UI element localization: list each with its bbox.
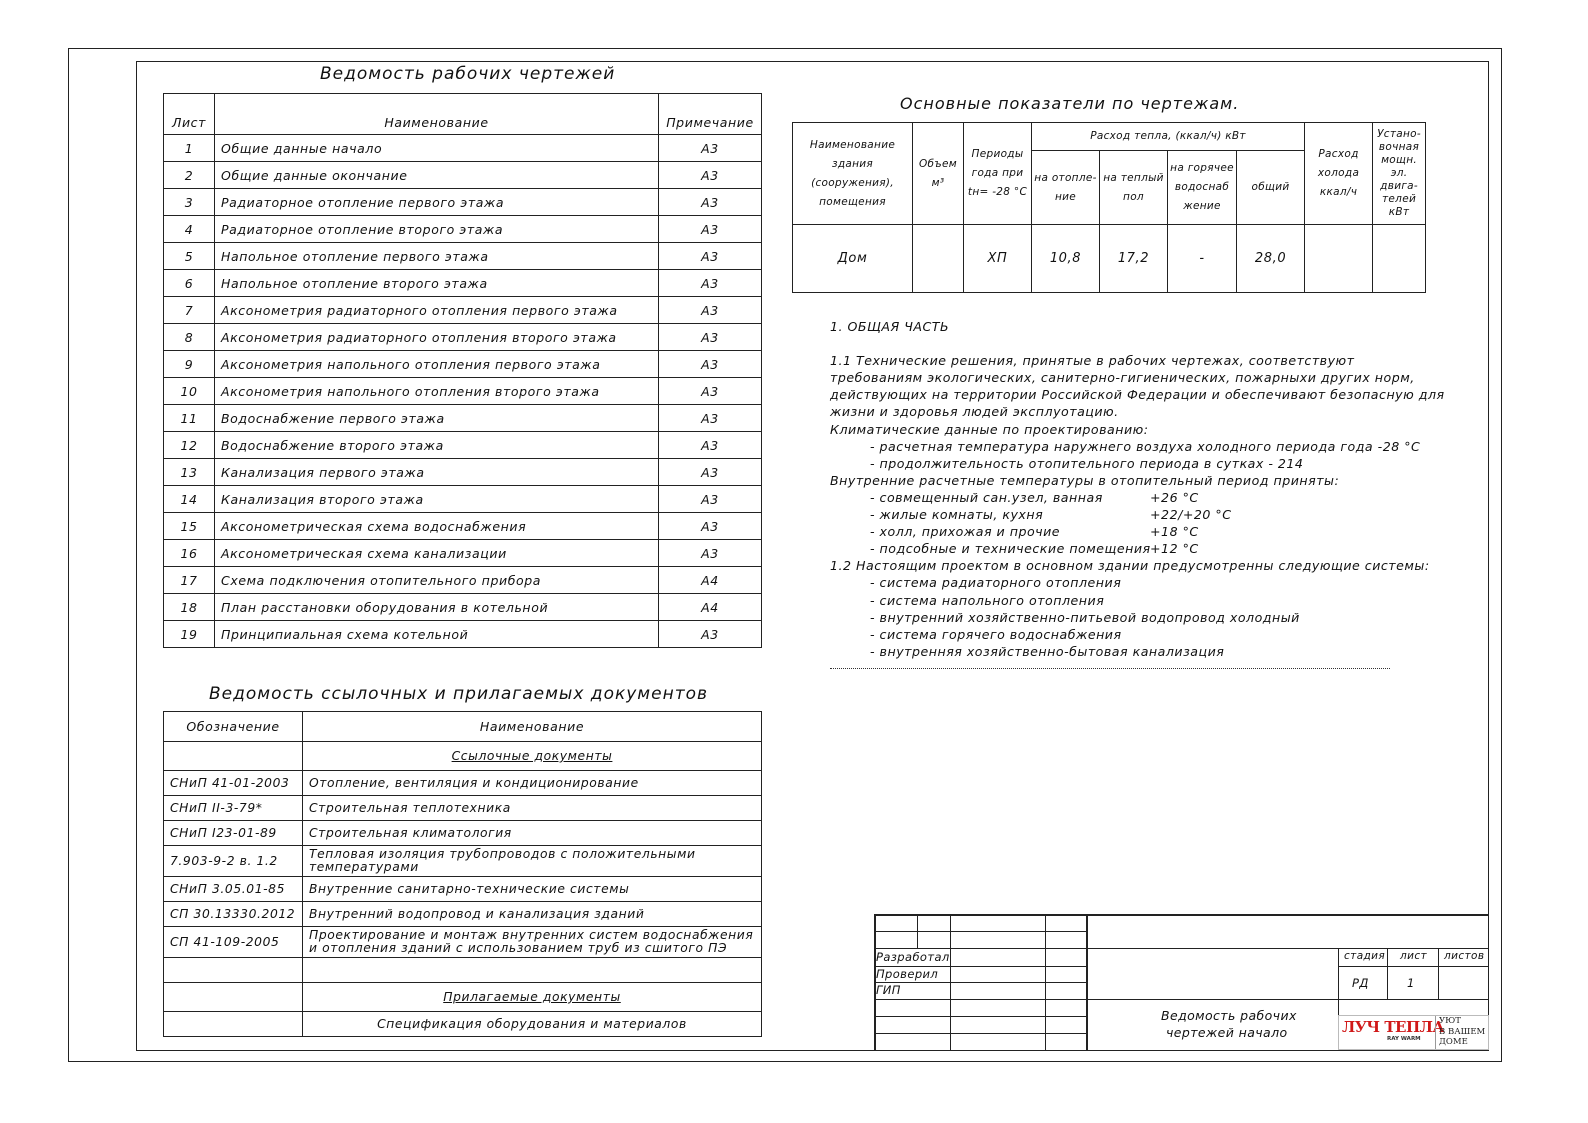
sheet-row xyxy=(164,297,762,324)
ind-header-hw: на горячее водоснаб жение xyxy=(1168,151,1237,225)
logo-slogan: УЮТ В ВАШЕМ ДОМЕ xyxy=(1435,1016,1489,1049)
inner-item: - жилые комнаты, кухня +22/+20 °С xyxy=(870,507,1232,523)
ref-row xyxy=(164,877,762,902)
refs-section-ref: Ссылочные документы xyxy=(303,742,762,771)
sheet-num: 13 xyxy=(164,459,215,486)
sheet-format: А3 xyxy=(659,297,762,324)
stamp-sheet-label: лист xyxy=(1400,950,1428,962)
ind-floor: 17,2 xyxy=(1100,225,1168,293)
ind-header-heat: Расход тепла, (ккал/ч) кВт xyxy=(1032,123,1305,151)
sheet-name: Схема подключения отопительного прибора xyxy=(215,567,659,594)
stamp-gip: ГИП xyxy=(876,983,901,997)
p11-line: требованиям экологических, санитерно-гигиенических, пожарныхи других норм, xyxy=(830,370,1415,386)
ind-cold xyxy=(1305,225,1373,293)
sheets-header-note: Примечание xyxy=(659,94,762,135)
sheet-row xyxy=(164,189,762,216)
ind-header-power: Устано-вочная мощн. эл. двига-телей кВт xyxy=(1373,123,1426,225)
ind-header-building: Наименование здания (сооружения), помещения xyxy=(793,123,913,225)
sheet-num: 8 xyxy=(164,324,215,351)
sheet-num: 18 xyxy=(164,594,215,621)
stamp-doc-title-2: чертежей начало xyxy=(1166,1025,1288,1040)
logo-text: ЛУЧ ТЕПЛА xyxy=(1342,1018,1445,1036)
p11-line: действующих на территории Российской Федерации и обеспечивают безопасную для xyxy=(830,387,1445,403)
ind-header-cold: Расход холода ккал/ч xyxy=(1305,123,1373,225)
sheet-num: 5 xyxy=(164,243,215,270)
climate-label: Климатические данные по проектированию: xyxy=(830,421,1149,437)
sheet-format: А3 xyxy=(659,324,762,351)
sheet-num: 9 xyxy=(164,351,215,378)
sheet-format: А3 xyxy=(659,486,762,513)
sheet-name: Аксонометрия напольного отопления первого этажа xyxy=(215,351,659,378)
ind-heating: 10,8 xyxy=(1032,225,1100,293)
sheet-format: А3 xyxy=(659,135,762,162)
sheet-num: 6 xyxy=(164,270,215,297)
sheet-format: А3 xyxy=(659,270,762,297)
refs-table xyxy=(163,711,762,1037)
sheet-name: Общие данные окончание xyxy=(215,162,659,189)
sheet-format: А3 xyxy=(659,162,762,189)
sheets-table xyxy=(163,93,762,648)
sheet-num: 17 xyxy=(164,567,215,594)
sheet-num: 4 xyxy=(164,216,215,243)
sheet-row xyxy=(164,270,762,297)
sheet-format: А3 xyxy=(659,540,762,567)
ref-row xyxy=(164,846,762,877)
ref-name: Строительная теплотехника xyxy=(303,796,762,821)
sheet-num: 10 xyxy=(164,378,215,405)
logo-sub: RAY WARM xyxy=(1387,1036,1421,1042)
sheet-format: А3 xyxy=(659,216,762,243)
dotted-divider xyxy=(830,668,1390,669)
sheet-name: Водоснабжение второго этажа xyxy=(215,432,659,459)
indicators-title: Основные показатели по чертежам. xyxy=(900,94,1240,113)
sheet-num: 16 xyxy=(164,540,215,567)
ind-header-floor: на теплый пол xyxy=(1100,151,1168,225)
ind-volume xyxy=(913,225,964,293)
sheet-name: Аксонометрия радиаторного отопления второго этажа xyxy=(215,324,659,351)
sheet-name: Водоснабжение первого этажа xyxy=(215,405,659,432)
ref-code: 7.903-9-2 в. 1.2 xyxy=(164,846,303,877)
sheet-format: А3 xyxy=(659,432,762,459)
p11-line: жизни и здоровья людей эксплуотацию. xyxy=(830,404,1119,420)
sheet-format: А3 xyxy=(659,621,762,648)
ref-name: Отопление, вентиляция и кондиционирование xyxy=(303,771,762,796)
ref-row xyxy=(164,796,762,821)
sheet-row xyxy=(164,135,762,162)
ref-row xyxy=(164,771,762,796)
refs-section-row xyxy=(164,742,762,771)
ref-name: Проектирование и монтаж внутренних систем водоснабжения и отопления зданий с использованием труб из сшитого ПЭ xyxy=(303,927,762,958)
stamp-developed: Разработал xyxy=(876,950,950,964)
climate-item: - продолжительность отопительного периода в сутках - 214 xyxy=(870,455,1304,471)
stamp-doc-title-1: Ведомость рабочих xyxy=(1161,1008,1297,1023)
sheet-name: Аксонометрическая схема водоснабжения xyxy=(215,513,659,540)
sheet-row xyxy=(164,432,762,459)
sheets-header-num: Лист xyxy=(164,94,215,135)
general-notes xyxy=(830,318,1445,660)
sheet-name: Канализация второго этажа xyxy=(215,486,659,513)
refs-header-name: Наименование xyxy=(303,712,762,742)
sheet-row xyxy=(164,540,762,567)
sheet-format: А3 xyxy=(659,189,762,216)
sheet-format: А3 xyxy=(659,243,762,270)
sheet-num: 12 xyxy=(164,432,215,459)
ref-name: Строительная климатология xyxy=(303,821,762,846)
sheet-format: А3 xyxy=(659,459,762,486)
ind-building: Дом xyxy=(793,225,913,293)
system-item: - внутренний хозяйственно-питьевой водопровод холодный xyxy=(870,609,1300,625)
sheet-row xyxy=(164,243,762,270)
sheet-num: 1 xyxy=(164,135,215,162)
sheet-name: Аксонометрия радиаторного отопления первого этажа xyxy=(215,297,659,324)
sheet-name: Радиаторное отопление второго этажа xyxy=(215,216,659,243)
sheet-name: Радиаторное отопление первого этажа xyxy=(215,189,659,216)
sheet-name: Аксонометрическая схема канализации xyxy=(215,540,659,567)
ind-total: 28,0 xyxy=(1237,225,1305,293)
sheet-row xyxy=(164,594,762,621)
sheet-num: 3 xyxy=(164,189,215,216)
sheet-name: Аксонометрия напольного отопления второго этажа xyxy=(215,378,659,405)
sheet-name: План расстановки оборудования в котельной xyxy=(215,594,659,621)
ref-code: СНиП II-3-79* xyxy=(164,796,303,821)
ref-row xyxy=(164,902,762,927)
att-section-row xyxy=(164,983,762,1012)
ref-empty-row xyxy=(164,958,762,983)
p12-line: 1.2 Настоящим проектом в основном здании предусмотренны следующие системы: xyxy=(830,558,1430,574)
sheet-row xyxy=(164,216,762,243)
company-logo xyxy=(1338,1015,1489,1050)
sheet-format: А3 xyxy=(659,378,762,405)
sheet-row xyxy=(164,513,762,540)
stamp-stage-label: стадия xyxy=(1344,950,1386,962)
sheet-row xyxy=(164,621,762,648)
sheet-row xyxy=(164,567,762,594)
climate-item: - расчетная температура наружнего воздуха холодного периода года -28 °С xyxy=(870,438,1421,454)
ind-power xyxy=(1373,225,1426,293)
stamp-sheet: 1 xyxy=(1407,976,1415,990)
ref-name: Тепловая изоляция трубопроводов с положительными температурами xyxy=(303,846,762,877)
system-item: - система радиаторного отопления xyxy=(870,575,1122,591)
sheet-num: 19 xyxy=(164,621,215,648)
att-name: Спецификация оборудования и материалов xyxy=(303,1012,762,1037)
sheet-row xyxy=(164,351,762,378)
ind-header-period: Периоды года при tн= -28 °С xyxy=(964,123,1032,225)
sheet-name: Общие данные начало xyxy=(215,135,659,162)
ind-header-total: общий xyxy=(1237,151,1305,225)
sheet-name: Напольное отопление первого этажа xyxy=(215,243,659,270)
sheet-format: А3 xyxy=(659,513,762,540)
stamp-sheets-label: листов xyxy=(1444,950,1485,962)
system-item: - система напольного отопления xyxy=(870,592,1105,608)
sheet-row xyxy=(164,459,762,486)
ref-name: Внутренний водопровод и канализация зданий xyxy=(303,902,762,927)
ref-code: СНиП 3.05.01-85 xyxy=(164,877,303,902)
sheet-name: Канализация первого этажа xyxy=(215,459,659,486)
sheet-format: А3 xyxy=(659,405,762,432)
sheet-num: 15 xyxy=(164,513,215,540)
sheet-num: 14 xyxy=(164,486,215,513)
inner-item: - холл, прихожая и прочие +18 °С xyxy=(870,524,1199,540)
ref-name: Внутренние санитарно-технические системы xyxy=(303,877,762,902)
ref-code: СП 41-109-2005 xyxy=(164,927,303,958)
system-item: - система горячего водоснабжения xyxy=(870,626,1122,642)
ind-header-volume: Объем м³ xyxy=(913,123,964,225)
ref-code: СНиП 41-01-2003 xyxy=(164,771,303,796)
ref-code: СП 30.13330.2012 xyxy=(164,902,303,927)
p11-line: 1.1 Технические решения, принятые в рабочих чертежах, соответствуют xyxy=(830,353,1355,369)
general-heading: 1. ОБЩАЯ ЧАСТЬ xyxy=(830,319,950,334)
sheet-format: А4 xyxy=(659,594,762,621)
sheet-format: А3 xyxy=(659,351,762,378)
refs-title: Ведомость ссылочных и прилагаемых документов xyxy=(209,684,709,704)
sheet-name: Напольное отопление второго этажа xyxy=(215,270,659,297)
ref-row xyxy=(164,821,762,846)
sheet-num: 2 xyxy=(164,162,215,189)
inner-item: - совмещенный сан.узел, ванная +26 °С xyxy=(870,489,1199,505)
inner-item: - подсобные и технические помещения +12 °С xyxy=(870,541,1199,557)
indicators-table xyxy=(792,122,1426,293)
sheet-name: Принципиальная схема котельной xyxy=(215,621,659,648)
ind-period: ХП xyxy=(964,225,1032,293)
ind-header-heating: на отопле-ние xyxy=(1032,151,1100,225)
sheets-title: Ведомость рабочих чертежей xyxy=(320,64,616,84)
sheet-row xyxy=(164,324,762,351)
sheet-num: 11 xyxy=(164,405,215,432)
sheet-row xyxy=(164,162,762,189)
sheets-header-name: Наименование xyxy=(215,94,659,135)
system-item: - внутренняя хозяйственно-бытовая канализация xyxy=(870,643,1225,659)
sheet-num: 7 xyxy=(164,297,215,324)
att-row xyxy=(164,1012,762,1037)
stamp-stage: РД xyxy=(1352,976,1369,990)
sheet-row xyxy=(164,405,762,432)
inner-label: Внутренние расчетные температуры в отопительный период приняты: xyxy=(830,472,1340,488)
sheet-row xyxy=(164,378,762,405)
refs-header-code: Обозначение xyxy=(164,712,303,742)
sheet-format: А4 xyxy=(659,567,762,594)
ind-hw: - xyxy=(1168,225,1237,293)
ref-code: СНиП I23-01-89 xyxy=(164,821,303,846)
sheet-row xyxy=(164,486,762,513)
ref-row xyxy=(164,927,762,958)
stamp-checked: Проверил xyxy=(876,967,939,981)
refs-section-att: Прилагаемые документы xyxy=(303,983,762,1012)
